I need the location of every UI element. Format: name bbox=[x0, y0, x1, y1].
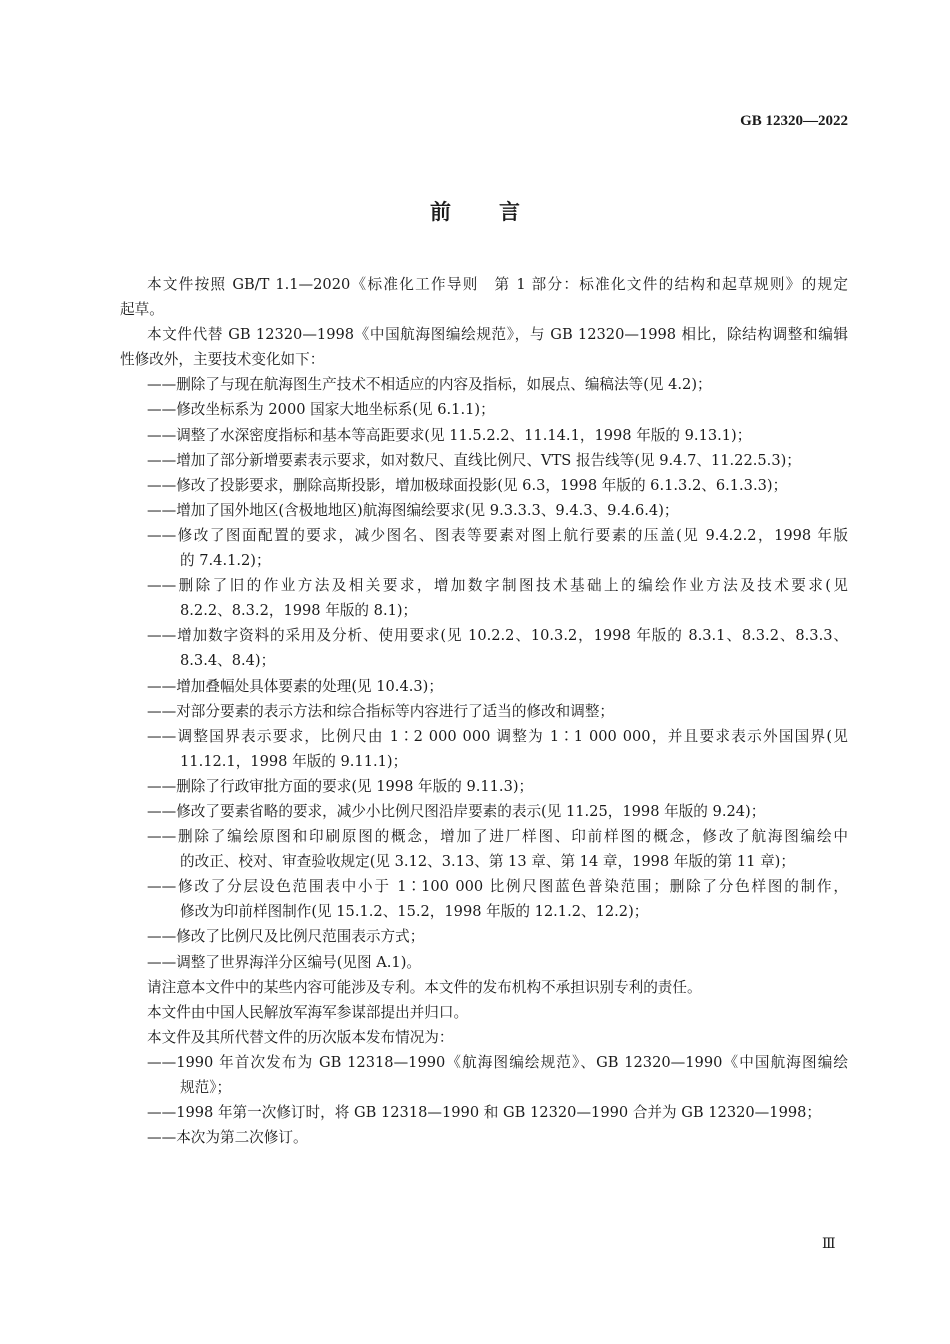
paragraph bbox=[120, 322, 848, 372]
change-list-item bbox=[120, 674, 848, 699]
change-list-item bbox=[120, 774, 848, 799]
text-line: ——增加了国外地区(含极地地区)航海图编绘要求(见 9.3.3.3、9.4.3、9.4.6.4)； bbox=[147, 501, 679, 519]
text-line: ——调整了水深密度指标和基本等高距要求(见 11.5.2.2、11.14.1，1998 年版的 9.13.1)； bbox=[147, 426, 752, 444]
text-line: ——1990 年首次发布为 GB 12318—1990《航海图编绘规范》、GB 12320—1990《中国航海图编绘 bbox=[147, 1053, 848, 1071]
change-list-item bbox=[120, 799, 848, 824]
text-line: 请注意本文件中的某些内容可能涉及专利。本文件的发布机构不承担识别专利的责任。 bbox=[147, 978, 702, 996]
change-list-item bbox=[120, 623, 848, 673]
change-list-item bbox=[120, 1100, 848, 1125]
text-line: ——修改了要素省略的要求，减少小比例尺图沿岸要素的表示(见 11.25，1998 年版的 9.24)； bbox=[147, 802, 766, 820]
change-list-item bbox=[120, 448, 848, 473]
text-line: ——增加了部分新增要素表示要求，如对数尺、直线比例尺、VTS 报告线等(见 9.4.7、11.22.5.3)； bbox=[147, 451, 801, 469]
text-line: 11.12.1，1998 年版的 9.11.1)； bbox=[180, 752, 408, 770]
text-line: ——修改了分层设色范围表中小于 1∶100 000 比例尺图蓝色普染范围；删除了分色样图的制作， bbox=[147, 878, 848, 896]
change-list-item bbox=[120, 523, 848, 573]
change-list-item bbox=[120, 573, 848, 623]
change-list-item bbox=[120, 699, 848, 724]
text-line: 的改正、校对、审查验收规定(见 3.12、3.13、第 13 章、第 14 章，1998 年版的第 11 章)； bbox=[180, 853, 795, 871]
change-list-item bbox=[120, 824, 848, 874]
change-list-item bbox=[120, 1125, 848, 1150]
document-code: GB 12320—2022 bbox=[740, 113, 848, 129]
text-line: ——本次为第二次修订。 bbox=[147, 1129, 308, 1147]
change-list-item bbox=[120, 950, 848, 975]
text-line: ——修改了图面配置的要求，减少图名、图表等要素对图上航行要素的压盖(见 9.4.2.2，1998 年版 bbox=[147, 526, 848, 544]
paragraph bbox=[120, 1025, 848, 1050]
text-line: 本文件按照 GB/T 1.1—2020《标准化工作导则 第 1 部分：标准化文件的结构和起草规则》的规定 bbox=[147, 276, 848, 293]
text-line: 修改为印前样图制作(见 15.1.2、15.2，1998 年版的 12.1.2、12.2)； bbox=[180, 903, 649, 921]
paragraph bbox=[120, 975, 848, 1000]
change-list-item bbox=[120, 724, 848, 774]
text-line: ——删除了行政审批方面的要求(见 1998 年版的 9.11.3)； bbox=[147, 777, 534, 795]
page-title: 前言 bbox=[430, 200, 568, 224]
change-list-item bbox=[120, 473, 848, 498]
text-line: ——删除了编绘原图和印刷原图的概念，增加了进厂样图、印前样图的概念，修改了航海图编绘中 bbox=[147, 828, 848, 846]
text-line: 起草。 bbox=[120, 301, 164, 319]
text-line: ——对部分要素的表示方法和综合指标等内容进行了适当的修改和调整； bbox=[147, 702, 615, 720]
text-line: 8.3.4、8.4)； bbox=[180, 652, 276, 670]
change-list-item bbox=[120, 924, 848, 949]
text-line: ——修改了比例尺及比例尺范围表示方式； bbox=[147, 928, 425, 946]
text-line: ——调整国界表示要求，比例尺由 1∶2 000 000 调整为 1∶1 000 000，并且要求表示外国国界(见 bbox=[147, 727, 848, 745]
change-list-item bbox=[120, 372, 848, 397]
paragraph bbox=[120, 272, 848, 322]
change-list-item bbox=[120, 498, 848, 523]
text-line: ——修改坐标系为 2000 国家大地坐标系(见 6.1.1)； bbox=[147, 401, 495, 419]
paragraph bbox=[120, 1000, 848, 1025]
text-line: ——增加数字资料的采用及分析、使用要求(见 10.2.2、10.3.2，1998 年版的 8.3.1、8.3.2、8.3.3、 bbox=[147, 627, 848, 645]
change-list-item bbox=[120, 423, 848, 448]
text-line: ——删除了旧的作业方法及相关要求，增加数字制图技术基础上的编绘作业方法及技术要求(见 bbox=[147, 577, 848, 595]
change-list-item bbox=[120, 874, 848, 924]
text-line: 的 7.4.1.2)； bbox=[180, 552, 271, 570]
text-line: ——调整了世界海洋分区编号(见图 A.1)。 bbox=[147, 953, 421, 971]
change-list-item bbox=[120, 1050, 848, 1100]
text-line: 性修改外，主要技术变化如下： bbox=[120, 351, 325, 369]
text-line: 8.2.2、8.3.2，1998 年版的 8.1)； bbox=[180, 602, 418, 620]
text-line: 本文件及其所代替文件的历次版本发布情况为： bbox=[147, 1028, 454, 1046]
text-line: 规范》； bbox=[180, 1079, 232, 1096]
text-line: ——1998 年第一次修订时，将 GB 12318—1990 和 GB 12320—1990 合并为 GB 12320—1998； bbox=[147, 1104, 822, 1122]
text-line: ——修改了投影要求，删除高斯投影，增加极球面投影(见 6.3，1998 年版的 6.1.3.2、6.1.3.3)； bbox=[147, 476, 788, 494]
text-line: ——删除了与现在航海图生产技术不相适应的内容及指标，如展点、编稿法等(见 4.2)； bbox=[147, 376, 712, 394]
foreword-body bbox=[120, 272, 848, 1150]
page-number: Ⅲ bbox=[822, 1236, 836, 1252]
text-line: 本文件代替 GB 12320—1998《中国航海图编绘规范》，与 GB 12320—1998 相比，除结构调整和编辑 bbox=[147, 326, 848, 344]
text-line: 本文件由中国人民解放军海军参谋部提出并归口。 bbox=[147, 1003, 469, 1021]
change-list-item bbox=[120, 397, 848, 422]
text-line: ——增加叠幅处具体要素的处理(见 10.4.3)； bbox=[147, 677, 443, 695]
